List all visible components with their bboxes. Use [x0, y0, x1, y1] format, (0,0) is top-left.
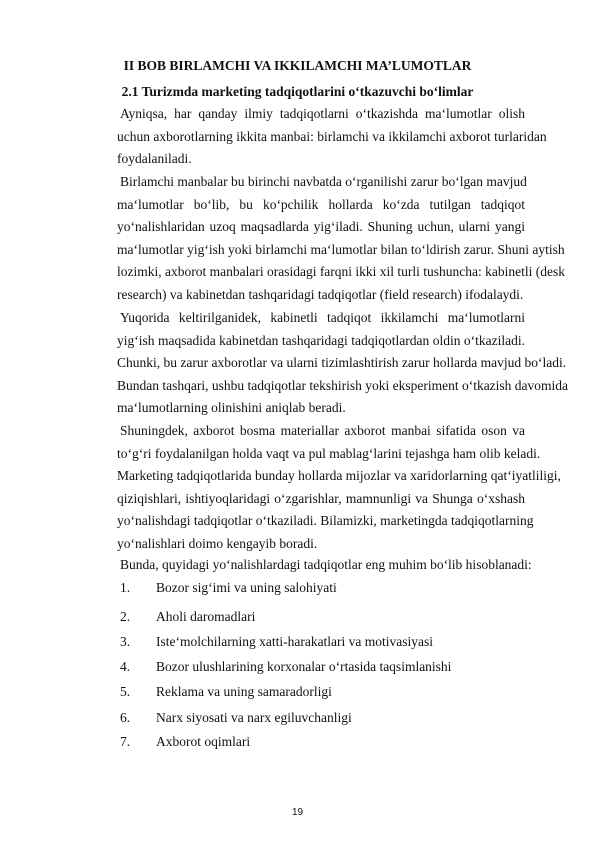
paragraph-line: yo‘nalishlari doimo kengayib boradi. [117, 535, 318, 551]
paragraph-line: Shuningdek, axborot bosma materiallar axborot manbai sifatida oson va [120, 423, 525, 438]
paragraph-line: ma‘lumotlar bo‘lib, bu ko‘pchilik hollarda ko‘zda tutilgan tadqiqot [117, 196, 525, 212]
paragraph-line: Chunki, bu zarur axborotlar va ularni tizimlashtirish zarur hollarda mavjud bo‘ladi. [117, 355, 567, 370]
paragraph-line: yo‘nalishdagi tadqiqotlar o‘tkaziladi. Bilamizki, marketingda tadqiqotlarning [117, 513, 534, 528]
list-number: 1. [120, 580, 131, 595]
paragraph-line: yig‘ish maqsadida kabinetdan tashqaridagi tadqiqotlardan oldin o‘tkaziladi. [117, 332, 525, 348]
list-text: Aholi daromadlari [156, 609, 256, 624]
list-text: Narx siyosati va narx egiluvchanligi [156, 710, 352, 725]
list-text: Axborot oqimlari [156, 734, 251, 749]
paragraph-line: ma‘lumotlarning olinishini aniqlab beradi. [117, 400, 346, 415]
chapter-heading: II BOB BIRLAMCHI VA IKKILAMCHI MA’LUMOTLAR [123, 58, 472, 73]
paragraph-line: qiziqishlari, ishtiyoqlaridagi o‘zgarishlar, mamnunligi va Shunga o‘xshash [117, 490, 525, 506]
list-intro: Bunda, quyidagi yo‘nalishlardagi tadqiqotlar eng muhim bo‘lib hisoblanadi: [120, 557, 532, 572]
paragraph-line: yo‘nalishlaridan uzoq maqsadlarda yig‘iladi. Shuning uchun, ularni yangi [117, 219, 525, 234]
paragraph-line: ma‘lumotlar yig‘ish yoki birlamchi ma‘lumotlar bilan to‘ldirish zarur. Shuni aytish [117, 241, 565, 257]
paragraph-line: lozimki, axborot manbalari orasidagi farqni ikki xil turli tushuncha: kabinetli (desk [117, 264, 566, 279]
paragraph-line: Marketing tadqiqotlarida bunday hollarda mijozlar va xaridorlarning qat‘iyatliligi, [117, 468, 561, 483]
paragraph-line: Ayniqsa, har qanday ilmiy tadqiqotlarni o‘tkazishda ma‘lumotlar olish [120, 106, 525, 121]
paragraph-1 [117, 103, 547, 171]
list-text: Iste‘molchilarning xatti-harakatlari va motivasiyasi [156, 634, 434, 649]
list-text: Reklama va uning samaradorligi [156, 684, 332, 699]
list-number: 6. [120, 710, 131, 725]
list-number: 2. [120, 609, 131, 624]
list-text: Bozor ulushlarining korxonalar o‘rtasida taqsimlanishi [156, 659, 452, 674]
paragraph-line: Birlamchi manbalar bu birinchi navbatda o‘rganilishi zarur bo‘lgan mavjud [120, 174, 527, 189]
paragraph-line: foydalaniladi. [117, 151, 192, 166]
page-number: 19 [291, 807, 304, 818]
list-text: Bozor sig‘imi va uning salohiyati [156, 580, 337, 595]
paragraph-line: Yuqorida keltirilganidek, kabinetli tadqiqot ikkilamchi ma‘lumotlarni [120, 310, 525, 325]
paragraph-2 [117, 171, 566, 306]
paragraph-line: Bundan tashqari, ushbu tadqiqotlar tekshirish yoki eksperiment o‘tkazish davomida [117, 377, 569, 393]
paragraph-line: research) va kabinetdan tashqaridagi tadqiqotlar (field research) ifodalaydi. [117, 286, 524, 302]
list-number: 5. [120, 684, 131, 699]
list-number: 3. [120, 634, 131, 649]
paragraph-line: uchun axborotlarning ikkita manbai: birlamchi va ikkilamchi axborot turlaridan [117, 128, 547, 144]
list-number: 4. [120, 659, 131, 674]
paragraph-line: to‘g‘ri foydalanilgan holda vaqt va pul mablag‘larini tejashga ham olib keladi. [117, 445, 541, 461]
paragraph-3 [117, 307, 569, 420]
section-heading: 2.1 Turizmda marketing tadqiqotlarini o‘tkazuvchi bo‘limlar [121, 84, 474, 99]
list-number: 7. [120, 734, 131, 749]
paragraph-4 [117, 420, 561, 555]
